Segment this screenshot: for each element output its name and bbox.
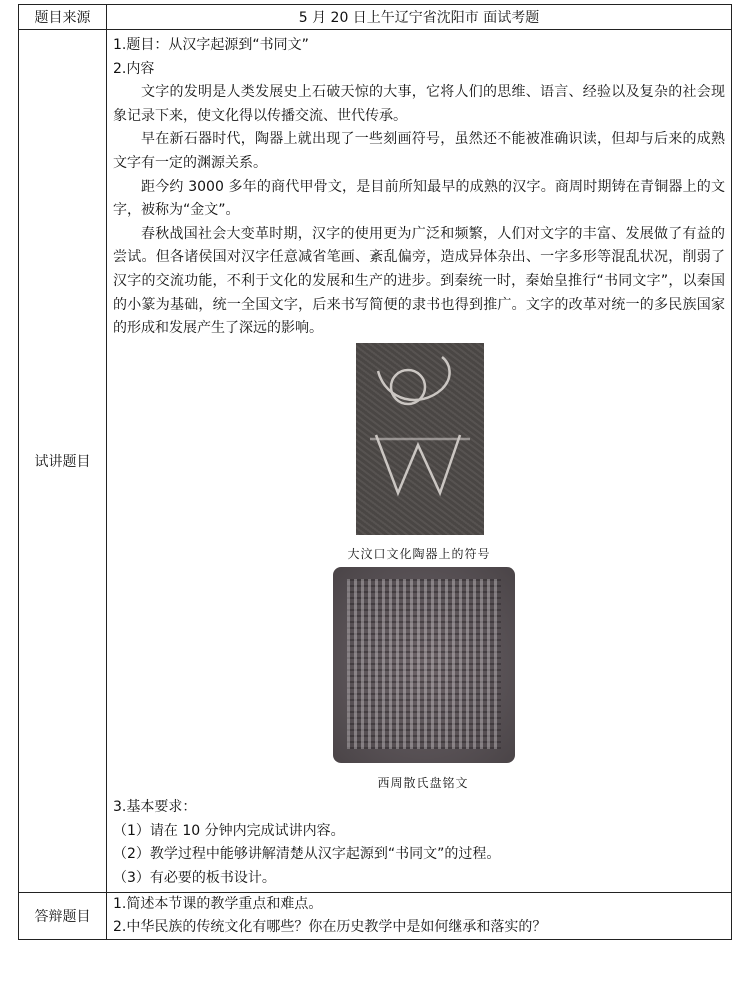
pottery-symbol-image [356,343,484,535]
paragraph: 春秋战国社会大变革时期，汉字的使用更为广泛和频繁，人们对文字的丰富、发展做了有益的尝试。但各诸侯国对汉字任意减省笔画、紊乱偏旁，造成异体杂出、一字多形等混乱状况，削弱了汉字的交流功能，不利于文化的发展和生产的进步。到秦统一时，秦始皇推行“书同文字”，以秦国的小篆为基础，统一全国文字，后来书写简便的隶书也得到推广。文字的改革对统一的多民族国家的形成和发展产生了深远的影响。 [113,225,725,337]
figure-caption: 大汶口文化陶器上的符号 [347,547,491,562]
paragraph: 距今约 3000 多年的商代甲骨文，是目前所知最早的成熟的汉字。商周时期铸在青铜器上的文字，被称为“金文”。 [113,178,725,219]
figure-caption: 西周散氏盘铭文 [377,775,469,790]
lecture-label: 试讲题目 [19,30,107,893]
content-heading: 2.内容 [113,60,155,77]
paragraph: 文字的发明是人类发展史上石破天惊的大事，它将人们的思维、语言、经验以及复杂的社会现象记录下来，使文化得以传播交流、世代传承。 [113,84,725,124]
requirement-item: （1）请在 10 分钟内完成试讲内容。 [113,822,345,839]
requirements-heading: 3.基本要求： [113,798,197,815]
defense-question: 1.简述本节课的教学重点和难点。 [113,896,323,913]
pottery-symbol-icon [356,343,484,535]
defense-question: 2.中华民族的传统文化有哪些？你在历史教学中是如何继承和落实的？ [113,919,547,936]
exam-table [18,4,732,940]
source-label: 题目来源 [19,5,107,30]
defense-row [19,893,732,940]
paragraph: 早在新石器时代，陶器上就出现了一些刻画符号，虽然还不能被准确识读，但却与后来的成熟文字有一定的渊源关系。 [113,131,725,171]
requirement-item: （3）有必要的板书设计。 [113,869,276,886]
header-row [19,5,732,30]
requirement-item: （2）教学过程中能够讲解清楚从汉字起源到“书同文”的过程。 [113,846,501,863]
bronze-inscription-image [333,567,515,763]
defense-content [107,893,732,940]
figure-pottery [113,343,725,564]
source-title: 5 月 20 日上午辽宁省沈阳市 面试考题 [107,5,732,30]
figure-bronze [113,567,725,792]
lecture-row [19,30,732,893]
topic-line: 1.题目：从汉字起源到“书同文” [113,37,309,53]
lecture-content [107,30,732,893]
defense-label: 答辩题目 [19,893,107,940]
